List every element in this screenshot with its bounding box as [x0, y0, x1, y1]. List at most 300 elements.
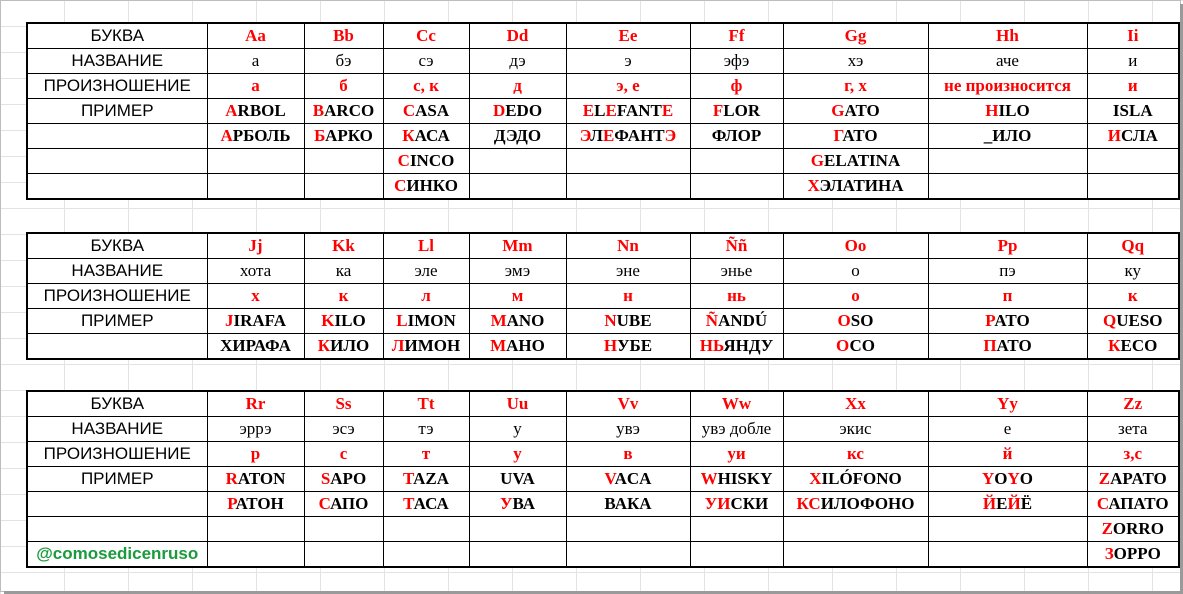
- example-word: [928, 517, 1087, 542]
- example-word-part: O: [1019, 469, 1034, 488]
- example-word-part: G: [831, 101, 845, 120]
- example-word: [207, 542, 304, 568]
- example-word: [1087, 99, 1179, 124]
- name-row-cell: о: [783, 259, 928, 284]
- example-word: [690, 124, 783, 149]
- example-word: [469, 149, 566, 174]
- example-word: [383, 542, 469, 568]
- row-header-name: НАЗВАНИЕ: [27, 49, 207, 74]
- example-word: [1087, 467, 1179, 492]
- example-word: [207, 174, 304, 200]
- example-word-part: РБОЛЬ: [232, 126, 291, 145]
- example-word: [469, 174, 566, 200]
- example-word-part: P: [985, 311, 995, 330]
- example-word-part: АСА: [414, 126, 450, 145]
- example-word-part: M: [490, 311, 507, 330]
- example-word: [304, 99, 383, 124]
- example-word-part: С: [1096, 494, 1109, 513]
- example-word-part: K: [321, 311, 335, 330]
- pronunciation-row-cell: ф: [690, 74, 783, 99]
- example-word-part: ORRO: [1112, 519, 1164, 538]
- example-word: [469, 467, 566, 492]
- example-word: [928, 149, 1087, 174]
- example-word: [783, 309, 928, 334]
- name-row-cell: экис: [783, 417, 928, 442]
- name-row-cell: ка: [304, 259, 383, 284]
- example-word-part: T: [403, 469, 414, 488]
- name-row-cell: и: [1087, 49, 1179, 74]
- example-row: [27, 309, 1179, 334]
- example-word: [928, 309, 1087, 334]
- name-row-cell: энье: [690, 259, 783, 284]
- example-word-part: УБЕ: [617, 336, 653, 355]
- example-word: [783, 467, 928, 492]
- row-header-empty: [27, 174, 207, 200]
- example-word-part: C: [402, 101, 416, 120]
- example-word-part: E: [661, 101, 674, 120]
- pronunciation-row-cell: т: [383, 442, 469, 467]
- name-row-cell: бэ: [304, 49, 383, 74]
- example-word-part: Б: [314, 126, 326, 145]
- example-word-part: УИ: [704, 494, 731, 513]
- example-word: [690, 334, 783, 360]
- example-word-part: С: [318, 494, 331, 513]
- row-header-example: ПРИМЕР: [27, 309, 207, 334]
- example-word: [304, 124, 383, 149]
- example-word: [1087, 124, 1179, 149]
- example-word-part: APATO: [1110, 469, 1167, 488]
- name-row-cell: дэ: [469, 49, 566, 74]
- pronunciation-row-cell: з,с: [1087, 442, 1179, 467]
- example-word-part: АПАТО: [1108, 494, 1169, 513]
- letter-row-cell: Ff: [690, 23, 783, 49]
- name-row-cell: сэ: [383, 49, 469, 74]
- pronunciation-row-cell: й: [928, 442, 1087, 467]
- example-word-part: FANT: [616, 101, 662, 120]
- example-word-part: ИЛОФОНО: [820, 494, 915, 513]
- pronunciation-row-cell: уи: [690, 442, 783, 467]
- example-word-part: ATON: [237, 469, 286, 488]
- example-word: [566, 149, 690, 174]
- pronunciation-row-cell: и: [1087, 74, 1179, 99]
- name-row-cell: тэ: [383, 417, 469, 442]
- pronunciation-row-cell: р: [207, 442, 304, 467]
- example-word: [383, 467, 469, 492]
- example-word-part: АПО: [330, 494, 369, 513]
- example-word: [783, 124, 928, 149]
- example-word-part: К: [1108, 336, 1121, 355]
- pronunciation-row-cell: н: [566, 284, 690, 309]
- example-word-part: V: [604, 469, 615, 488]
- example-word-part: W: [700, 469, 718, 488]
- example-word: [304, 467, 383, 492]
- pronunciation-row-cell: п: [928, 284, 1087, 309]
- example-word-part: IMON: [407, 311, 456, 330]
- letter-row-cell: Kk: [304, 233, 383, 259]
- example-word-part: ИЛО: [330, 336, 370, 355]
- example-word-part: Й: [1007, 494, 1021, 513]
- example-word-part: АТОН: [235, 494, 284, 513]
- alphabet-table-1: [26, 22, 1180, 200]
- row-header-pron: ПРОИЗНОШЕНИЕ: [27, 74, 207, 99]
- example-word: [383, 517, 469, 542]
- example-word: [1087, 517, 1179, 542]
- letter-row-cell: Pp: [928, 233, 1087, 259]
- example-word-part: ВА: [512, 494, 536, 513]
- example-word: [469, 99, 566, 124]
- pronunciation-row-cell: м: [469, 284, 566, 309]
- example-word-part: INCO: [409, 151, 455, 170]
- example-word-part: ДЭДО: [493, 126, 542, 145]
- example-word: [690, 492, 783, 517]
- letter-row-cell: Yy: [928, 391, 1087, 417]
- example-word-part: СО: [849, 336, 875, 355]
- example-row-extra: [27, 542, 1179, 568]
- example-row-extra: [27, 174, 1179, 200]
- example-word-part: ИМОН: [404, 336, 461, 355]
- name-row: [27, 417, 1179, 442]
- example-word: [1087, 309, 1179, 334]
- row-header-pron: ПРОИЗНОШЕНИЕ: [27, 442, 207, 467]
- example-word-part: Q: [1102, 311, 1117, 330]
- row-header-example: ПРИМЕР: [27, 467, 207, 492]
- letter-row-cell: Qq: [1087, 233, 1179, 259]
- example-word-part: D: [492, 101, 506, 120]
- example-word: [304, 309, 383, 334]
- example-word-part: НЬ: [699, 336, 724, 355]
- example-word-part: APO: [330, 469, 367, 488]
- example-word-part: J: [224, 311, 234, 330]
- example-word-part: ФЛОР: [711, 126, 762, 145]
- example-word: [566, 467, 690, 492]
- example-word-part: К: [317, 336, 331, 355]
- name-row-cell: а: [207, 49, 304, 74]
- example-row: [27, 467, 1179, 492]
- letter-row-cell: Ññ: [690, 233, 783, 259]
- example-word: [928, 492, 1087, 517]
- name-row-cell: е: [928, 417, 1087, 442]
- letter-row-cell: Ss: [304, 391, 383, 417]
- example-word: [383, 149, 469, 174]
- example-word-part: Ё: [1020, 494, 1033, 513]
- example-word-part: ARCO: [324, 101, 375, 120]
- name-row: [27, 49, 1179, 74]
- row-header-empty: [27, 517, 207, 542]
- example-word: [928, 334, 1087, 360]
- example-word-part: З: [1104, 544, 1114, 563]
- example-word-part: ILO: [334, 311, 366, 330]
- example-word-part: X: [809, 469, 822, 488]
- example-word: [207, 124, 304, 149]
- example-word: [928, 467, 1087, 492]
- row-header-empty: [27, 492, 207, 517]
- example-word: [783, 99, 928, 124]
- example-word: [469, 334, 566, 360]
- example-word-part: UVA: [500, 469, 535, 488]
- example-word: [383, 174, 469, 200]
- name-row-cell: э: [566, 49, 690, 74]
- pronunciation-row-cell: к: [1087, 284, 1179, 309]
- pronunciation-row-cell: к: [304, 284, 383, 309]
- example-row-extra: [27, 517, 1179, 542]
- example-word: [783, 174, 928, 200]
- name-row-cell: эфэ: [690, 49, 783, 74]
- example-word-part: АНО: [506, 336, 545, 355]
- row-header-name: НАЗВАНИЕ: [27, 417, 207, 442]
- example-word-part: N: [604, 311, 617, 330]
- name-row-cell: эррэ: [207, 417, 304, 442]
- letter-row-cell: Ee: [566, 23, 690, 49]
- example-word-part: АТО: [996, 336, 1032, 355]
- alphabet-table-3: [26, 390, 1180, 568]
- letter-row-cell: Nn: [566, 233, 690, 259]
- example-word-part: КС: [796, 494, 821, 513]
- letter-row-cell: Tt: [383, 391, 469, 417]
- letter-row-cell: Oo: [783, 233, 928, 259]
- example-word: [383, 492, 469, 517]
- example-word-part: O: [994, 469, 1008, 488]
- letter-row-cell: Ll: [383, 233, 469, 259]
- letter-row-cell: Hh: [928, 23, 1087, 49]
- example-word: [207, 309, 304, 334]
- example-word-part: П: [983, 336, 997, 355]
- example-word: [469, 542, 566, 568]
- example-word-part: С: [394, 176, 407, 195]
- example-word-part: RBOL: [237, 101, 286, 120]
- example-word-part: Т: [403, 494, 414, 513]
- letter-row-cell: Rr: [207, 391, 304, 417]
- example-word-part: Э: [579, 126, 591, 145]
- letter-row-cell: Jj: [207, 233, 304, 259]
- example-word-part: O: [837, 311, 851, 330]
- pronunciation-row-cell: а: [207, 74, 304, 99]
- example-word: [566, 124, 690, 149]
- example-word-part: UBE: [616, 311, 652, 330]
- row-header-letter: БУКВА: [27, 233, 207, 259]
- name-row-cell: хэ: [783, 49, 928, 74]
- example-word: [469, 517, 566, 542]
- example-word-part: ASA: [415, 101, 450, 120]
- name-row-cell: эсэ: [304, 417, 383, 442]
- letter-row-cell: Bb: [304, 23, 383, 49]
- example-word-part: ЭЛАТИНА: [819, 176, 904, 195]
- example-word-part: ФАНТ: [614, 126, 665, 145]
- example-word: [304, 334, 383, 360]
- example-word-part: Y: [981, 469, 995, 488]
- example-word-part: СКИ: [730, 494, 769, 513]
- example-word: [207, 467, 304, 492]
- example-word-part: Е: [996, 494, 1008, 513]
- example-word-part: AZA: [413, 469, 449, 488]
- pronunciation-row-cell: нь: [690, 284, 783, 309]
- example-word-part: ОРРО: [1113, 544, 1161, 563]
- example-word-part: E: [582, 101, 595, 120]
- pronunciation-row-cell: у: [469, 442, 566, 467]
- example-word-part: ЯНДУ: [723, 336, 774, 355]
- row-header-empty: [27, 124, 207, 149]
- example-word-part: IRAFA: [233, 311, 287, 330]
- example-word: [566, 309, 690, 334]
- example-word-part: А: [220, 126, 233, 145]
- example-word-part: LOR: [723, 101, 761, 120]
- name-row-cell: эне: [566, 259, 690, 284]
- row-header-empty: [27, 334, 207, 360]
- letter-row-cell: Gg: [783, 23, 928, 49]
- example-word-part: ВАКА: [604, 494, 652, 513]
- example-word: [690, 99, 783, 124]
- example-word-part: ATO: [844, 101, 880, 120]
- name-row-cell: ку: [1087, 259, 1179, 284]
- pronunciation-row-cell: д: [469, 74, 566, 99]
- pronunciation-row-cell: л: [383, 284, 469, 309]
- letter-row-cell: Uu: [469, 391, 566, 417]
- pronunciation-row-cell: с, к: [383, 74, 469, 99]
- example-word-part: L: [396, 311, 408, 330]
- pronunciation-row-cell: в: [566, 442, 690, 467]
- example-word-part: Ñ: [705, 311, 719, 330]
- example-word: [1087, 149, 1179, 174]
- example-word-part: Е: [602, 126, 615, 145]
- example-word-part: UESO: [1116, 311, 1163, 330]
- example-word: [469, 492, 566, 517]
- example-word: [783, 542, 928, 568]
- pronunciation-row-cell: г, х: [783, 74, 928, 99]
- example-word-part: ANDÚ: [718, 311, 768, 330]
- pronunciation-row-cell: х: [207, 284, 304, 309]
- example-word-part: F: [712, 101, 724, 120]
- example-word: [690, 542, 783, 568]
- social-handle: @comosedicenruso: [27, 542, 207, 568]
- letter-row-cell: Xx: [783, 391, 928, 417]
- pronunciation-row-cell: не произносится: [928, 74, 1087, 99]
- pronunciation-row: [27, 74, 1179, 99]
- example-word: [566, 334, 690, 360]
- row-header-example: ПРИМЕР: [27, 99, 207, 124]
- example-word: [383, 334, 469, 360]
- example-word: [1087, 492, 1179, 517]
- example-row: [27, 99, 1179, 124]
- pronunciation-row: [27, 284, 1179, 309]
- example-word-part: Л: [590, 126, 603, 145]
- example-word-part: ANO: [506, 311, 545, 330]
- example-word-part: ILO: [998, 101, 1030, 120]
- example-word: [304, 517, 383, 542]
- letter-row-cell: Mm: [469, 233, 566, 259]
- example-word-part: H: [985, 101, 999, 120]
- example-word: [383, 309, 469, 334]
- letter-row: [27, 391, 1179, 417]
- example-word: [207, 149, 304, 174]
- example-word: [783, 149, 928, 174]
- example-word-part: R: [225, 469, 238, 488]
- example-word-part: A: [225, 101, 238, 120]
- row-header-name: НАЗВАНИЕ: [27, 259, 207, 284]
- example-word-part: EDO: [505, 101, 543, 120]
- example-word-part: М: [490, 336, 507, 355]
- example-word-part: АРКО: [325, 126, 373, 145]
- example-word: [690, 174, 783, 200]
- example-word-part: АСА: [413, 494, 449, 513]
- example-word: [690, 467, 783, 492]
- example-word-part: ILÓFONO: [821, 469, 902, 488]
- letter-row: [27, 23, 1179, 49]
- example-word-part: HISKY: [717, 469, 773, 488]
- example-word-part: Z: [1098, 469, 1111, 488]
- name-row-cell: эле: [383, 259, 469, 284]
- example-word-part: СЛА: [1120, 126, 1158, 145]
- example-row: [27, 492, 1179, 517]
- example-word-part: ЕСО: [1120, 336, 1158, 355]
- example-word-part: SO: [850, 311, 874, 330]
- example-word: [207, 334, 304, 360]
- example-word: [566, 492, 690, 517]
- example-word-part: ХИРАФА: [220, 336, 291, 355]
- name-row: [27, 259, 1179, 284]
- example-word-part: Y: [1007, 469, 1020, 488]
- example-word: [383, 124, 469, 149]
- example-word: [928, 174, 1087, 200]
- example-row: [27, 124, 1179, 149]
- example-word: [928, 99, 1087, 124]
- alphabet-table-2: [26, 232, 1180, 360]
- example-row-extra: [27, 149, 1179, 174]
- letter-row: [27, 233, 1179, 259]
- name-row-cell: эмэ: [469, 259, 566, 284]
- example-word: [690, 309, 783, 334]
- name-row-cell: увэ добле: [690, 417, 783, 442]
- row-header-empty: [27, 149, 207, 174]
- letter-row-cell: Ww: [690, 391, 783, 417]
- example-word-part: ACA: [614, 469, 652, 488]
- name-row-cell: у: [469, 417, 566, 442]
- example-word-part: ELATINA: [824, 151, 901, 170]
- letter-row-cell: Dd: [469, 23, 566, 49]
- pronunciation-row-cell: э, е: [566, 74, 690, 99]
- name-row-cell: пэ: [928, 259, 1087, 284]
- pronunciation-row: [27, 442, 1179, 467]
- example-word-part: L: [594, 101, 606, 120]
- pronunciation-row-cell: кс: [783, 442, 928, 467]
- example-word-part: Э: [664, 126, 677, 145]
- letter-row-cell: Zz: [1087, 391, 1179, 417]
- example-word-part: B: [312, 101, 325, 120]
- example-word: [566, 174, 690, 200]
- example-word-part: О: [836, 336, 850, 355]
- example-word: [1087, 174, 1179, 200]
- pronunciation-row-cell: б: [304, 74, 383, 99]
- example-word: [469, 309, 566, 334]
- example-word-part: Н: [603, 336, 618, 355]
- example-word: [566, 99, 690, 124]
- example-word-part: Р: [227, 494, 236, 513]
- letter-row-cell: Ii: [1087, 23, 1179, 49]
- example-word-part: E: [605, 101, 617, 120]
- example-word-part: S: [320, 469, 331, 488]
- example-word: [207, 99, 304, 124]
- example-word: [783, 334, 928, 360]
- example-word: [690, 517, 783, 542]
- example-word-part: Й: [982, 494, 997, 513]
- pronunciation-row-cell: о: [783, 284, 928, 309]
- name-row-cell: хота: [207, 259, 304, 284]
- letter-row-cell: Vv: [566, 391, 690, 417]
- example-word-part: К: [402, 126, 415, 145]
- example-word: [304, 149, 383, 174]
- example-word-part: Z: [1101, 519, 1113, 538]
- example-word: [566, 542, 690, 568]
- example-row: [27, 334, 1179, 360]
- example-word-part: Х: [807, 176, 820, 195]
